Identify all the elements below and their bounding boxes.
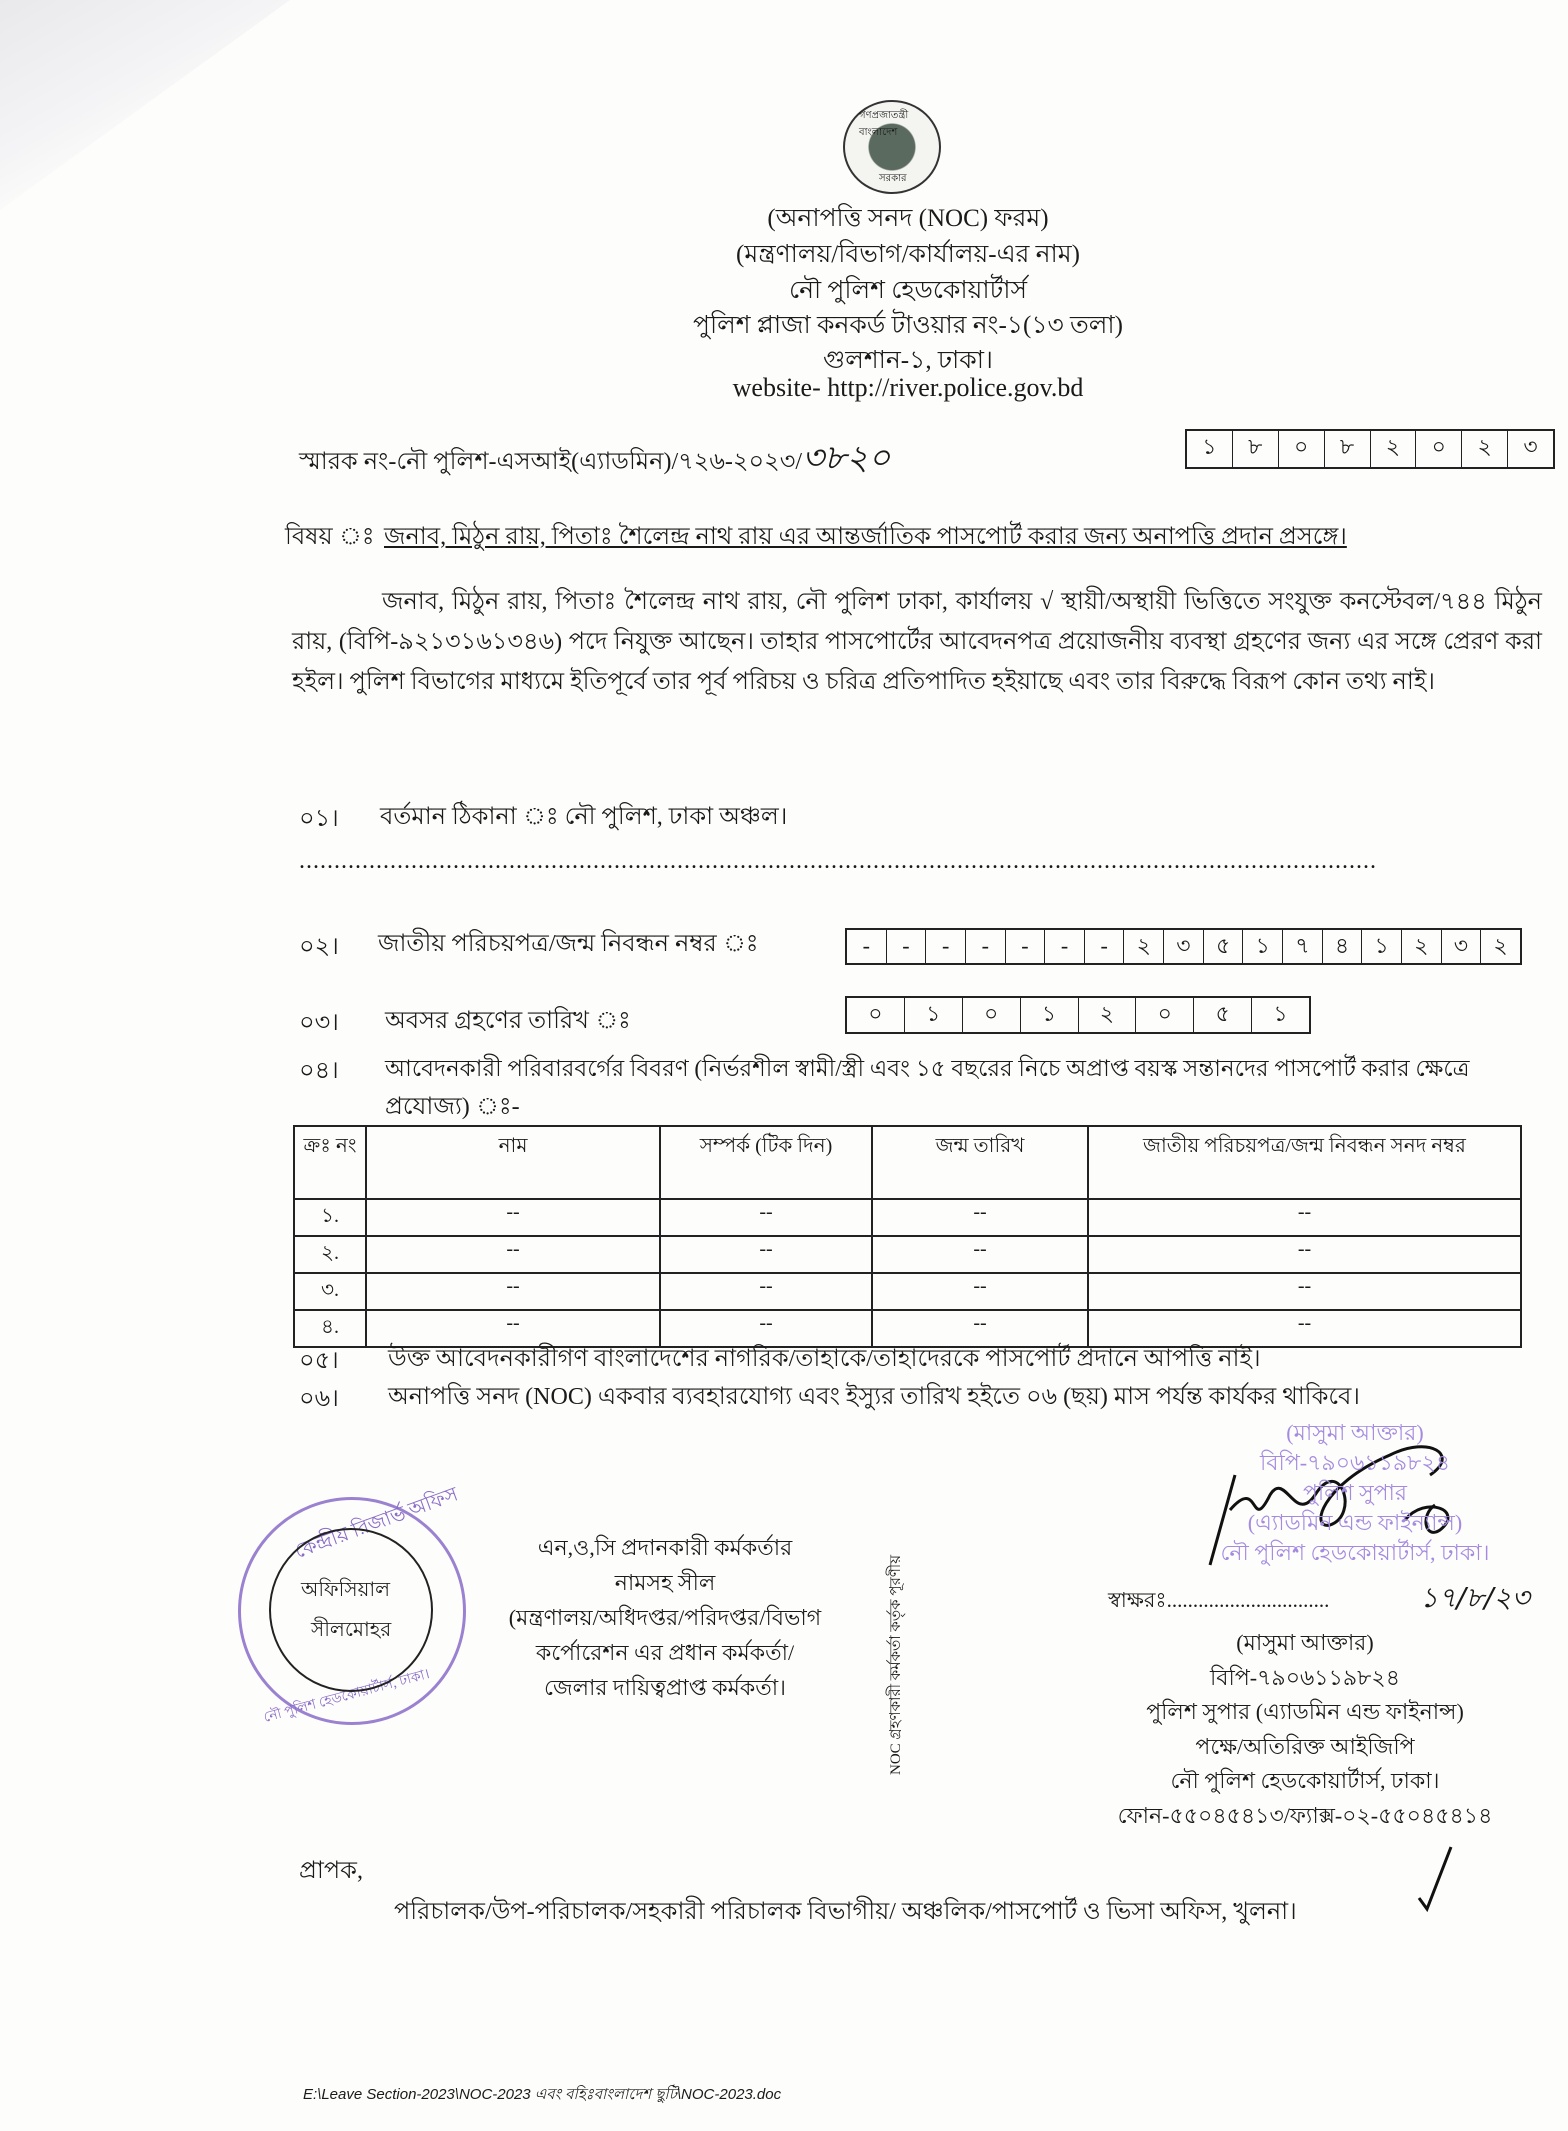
body-paragraph: জনাব, মিঠুন রায়, পিতাঃ শৈলেন্দ্র নাথ রায়, নৌ পুলিশ ঢাকা, কার্যালয় √ স্থায়ী/অস্থায়ী ভিত্তিতে সংযুক্ত কনস্টেবল/৭৪৪ মিঠুন রায়, (বিপি-৯২১৩১৬১৩৪৬) পদে নিযুক্ত আছেন। তাহার পাসপোর্টের আবেদনপত্র প্রয়োজনীয় ব্যবস্থা গ্রহণের জন্য এর সঙ্গে প্রেরণ করা হইল। পুলিশ বিভাগের মাধ্যমে ইতিপূর্বে তার পূর্ব পরিচয় ও চরিত্র প্রতিপাদিত হইয়াছে এবং তার বিরুদ্ধে বিরূপ কোন তথ্য নাই। (292, 589, 1542, 695)
signature-dots: ............................... (1166, 1588, 1330, 1612)
col-serial: ক্রঃ নং (294, 1126, 366, 1199)
table-cell: -- (366, 1273, 660, 1310)
item-01-text: বর্তমান ঠিকানা ঃ নৌ পুলিশ, ঢাকা অঞ্চল। (380, 804, 788, 830)
item-01-number: ০১। (299, 806, 339, 832)
issuer-note (480, 1530, 850, 1705)
subject-label: বিষয় ঃ (285, 524, 375, 550)
table-cell: -- (1088, 1236, 1521, 1273)
memo-date-boxes (1185, 429, 1555, 469)
date-digit-box: ৮ (1233, 431, 1279, 467)
item-05-text: উক্ত আবেদনকারীগণ বাংলাদেশের নাগরিক/তাহাকে/তাহাদেরকে পাসপোর্ট প্রদানে আপত্তি নাই। (388, 1346, 1261, 1372)
table-row (294, 1273, 1521, 1310)
retirement-digit-box: ১ (1273, 1001, 1288, 1026)
table-cell: -- (366, 1310, 660, 1347)
date-digit-box: ০ (1416, 431, 1462, 467)
retirement-date-boxes (845, 996, 1311, 1034)
table-cell: ৩. (294, 1273, 366, 1310)
table-row (294, 1236, 1521, 1273)
form-title: (অনাপত্তি সনদ (NOC) ফরম) (767, 205, 1049, 232)
retirement-digit-box: ২ (1079, 998, 1137, 1032)
col-name: নাম (366, 1126, 660, 1199)
item-02-number: ০২। (299, 934, 339, 960)
website: website- http://river.police.gov.bd (732, 373, 1084, 402)
retirement-digit-box: ০ (963, 998, 1021, 1032)
table-cell: ৪. (294, 1310, 366, 1347)
signature-label-text: স্বাক্ষরঃ (1108, 1588, 1167, 1612)
item-03-text: অবসর গ্রহণের তারিখ ঃ (385, 1008, 631, 1034)
date-digit-box: ২ (1371, 431, 1417, 467)
item-04-text: আবেদনকারী পরিবারবর্গের বিবরণ (নির্ভরশীল স্বামী/স্ত্রী এবং ১৫ বছরের নিচে অপ্রাপ্ত বয়স্ক সন্তানদের পাসপোর্ট করার ক্ষেত্রে (385, 1056, 1470, 1081)
handwritten-signature-date: ১৭/৮/২৩ (1420, 1581, 1530, 1614)
date-digit-box: ৩ (1523, 434, 1538, 459)
signatory-on-behalf: পক্ষে/অতিরিক্ত আইজিপি (1195, 1733, 1415, 1759)
signatory-contact: ফোন-৫৫০৪৫৪১৩/ফ্যাক্স-০২-৫৫০৪৫৪১৪ (1117, 1802, 1493, 1828)
signatory-name: (মাসুমা আক্তার) (1236, 1630, 1374, 1655)
table-cell: -- (366, 1199, 660, 1236)
table-cell: -- (872, 1199, 1088, 1236)
item-05-number: ০৫। (299, 1348, 339, 1374)
signatory-bp: বিপি-৭৯০৬১১৯৮২৪ (1210, 1664, 1400, 1690)
table-cell: -- (1088, 1199, 1521, 1236)
nid-digit-box: ৩ (1442, 930, 1482, 963)
dotted-line: .......................................................................................................................................................... (299, 848, 1377, 874)
nid-digit-box: ৭ (1283, 930, 1323, 963)
date-digit-box: ৮ (1325, 431, 1371, 467)
table-cell: -- (872, 1310, 1088, 1347)
nid-digit-box: ২ (1493, 933, 1508, 958)
table-cell: -- (1088, 1310, 1521, 1347)
nid-number-boxes (845, 928, 1522, 965)
nid-digit-box: - (887, 930, 927, 963)
table-cell: -- (660, 1199, 872, 1236)
retirement-digit-box: ০ (1136, 998, 1194, 1032)
table-cell: -- (660, 1236, 872, 1273)
nid-digit-box: ২ (1402, 930, 1442, 963)
table-cell: -- (660, 1273, 872, 1310)
vertical-note: NOC গ্রহণকারী কর্মকর্তা কর্তৃক পূরণীয় (888, 1554, 904, 1775)
nid-digit-box: ২ (1124, 930, 1164, 963)
issuer-note-line: নামসহ সীল (614, 1570, 716, 1595)
form-subtitle: (মন্ত্রণালয়/বিভাগ/কার্যালয়-এর নাম) (736, 241, 1080, 268)
recipient-label: প্রাপক, (299, 1858, 363, 1884)
col-nid: জাতীয় পরিচয়পত্র/জন্ম নিবন্ধন সনদ নম্বর (1088, 1126, 1521, 1199)
item-04-text-2: প্রযোজ্য) ঃ- (385, 1094, 520, 1120)
stamp-line: বিপি-৭৯০৬১১৯৮২৪ (1260, 1450, 1450, 1475)
recipient-text: পরিচালক/উপ-পরিচালক/সহকারী পরিচালক বিভাগীয়/ অঞ্চলিক/পাসপোর্ট ও ভিসা অফিস, খুলনা। (394, 1899, 1297, 1925)
nid-digit-box: ৫ (1204, 930, 1244, 963)
table-header-row (294, 1126, 1521, 1199)
subject-text: জনাব, মিঠুন রায়, পিতাঃ শৈলেন্দ্র নাথ রায় এর আন্তর্জাতিক পাসপোর্ট করার জন্য অনাপত্তি প্রদান প্রসঙ্গে। (384, 524, 1347, 550)
table-cell: -- (366, 1236, 660, 1273)
address-line-2: গুলশান-১, ঢাকা। (823, 347, 993, 374)
seal-bottom-text: সরকার (879, 173, 907, 184)
official-seal-stamp (238, 1483, 466, 1726)
signature-stamp (1150, 1418, 1560, 1568)
nid-digit-box: - (1085, 930, 1125, 963)
stamp-line: পুলিশ সুপার (1302, 1480, 1408, 1505)
item-02-text: জাতীয় পরিচয়পত্র/জন্ম নিবন্ধন নম্বর ঃ (378, 931, 759, 957)
col-birth-date: জন্ম তারিখ (872, 1126, 1088, 1199)
stamp-ring-top: কেন্দ্রীয় রিজার্ভ অফিস (291, 1483, 462, 1563)
nid-digit-box: ৪ (1323, 930, 1363, 963)
signatory-designation: পুলিশ সুপার (এ্যাডমিন এন্ড ফাইনান্স) (1146, 1699, 1464, 1724)
date-digit-box: ০ (1279, 431, 1325, 467)
table-cell: -- (872, 1273, 1088, 1310)
nid-digit-box: ৩ (1164, 930, 1204, 963)
stamp-line: (মাসুমা আক্তার) (1286, 1420, 1424, 1445)
issuer-note-line: জেলার দায়িত্বপ্রাপ্ত কর্মকর্তা। (544, 1675, 786, 1700)
table-cell: -- (660, 1310, 872, 1347)
date-digit-box: ১ (1187, 431, 1233, 467)
stamp-ring-bottom: নৌ পুলিশ হেডকোয়ার্টার্স, ঢাকা। (262, 1667, 432, 1726)
address-line-1: পুলিশ প্লাজা কনকর্ড টাওয়ার নং-১(১৩ তলা) (692, 312, 1124, 339)
tick-mark-icon (1415, 1843, 1455, 1913)
stamp-line: (এ্যাডমিন এন্ড ফাইন্যান্স) (1247, 1510, 1463, 1535)
item-04-number: ০৪। (299, 1058, 339, 1084)
item-06-text: অনাপত্তি সনদ (NOC) একবার ব্যবহারযোগ্য এবং ইস্যুর তারিখ হইতে ০৬ (ছয়) মাস পর্যন্ত কার্যকর থাকিবে। (388, 1384, 1360, 1410)
stamp-line: নৌ পুলিশ হেডকোয়ার্টার্স, ঢাকা। (1220, 1540, 1490, 1565)
government-seal (843, 100, 941, 194)
family-details-table (293, 1125, 1522, 1348)
nid-digit-box: - (847, 930, 887, 963)
retirement-digit-box: ০ (847, 998, 905, 1032)
memo-number (299, 432, 890, 489)
item-03-number: ০৩। (299, 1010, 339, 1036)
memo-number-text: স্মারক নং-নৌ পুলিশ-এসআই(এ্যাডমিন)/৭২৬-২০২৩/ (299, 449, 803, 475)
paper-fold (0, 0, 300, 220)
table-cell: ২. (294, 1236, 366, 1273)
office-name: নৌ পুলিশ হেডকোয়ার্টার্স (788, 277, 1028, 304)
stamp-center-2: সীলমোহর (311, 1619, 392, 1641)
col-relation: সম্পর্ক (টিক দিন) (660, 1126, 872, 1199)
retirement-digit-box: ১ (905, 998, 963, 1032)
stamp-center-1: অফিসিয়াল (301, 1579, 391, 1601)
table-cell: -- (1088, 1273, 1521, 1310)
signatory-block (1060, 1626, 1550, 1833)
seal-top-text: গণপ্রজাতন্ত্রী বাংলাদেশ (859, 110, 909, 138)
date-digit-box: ২ (1462, 431, 1508, 467)
signatory-office: নৌ পুলিশ হেডকোয়ার্টার্স, ঢাকা। (1170, 1768, 1440, 1793)
issuer-note-line: এন,ও,সি প্রদানকারী কর্মকর্তার (537, 1535, 793, 1560)
footer-file-path: E:\Leave Section-2023\NOC-2023 এবং বহিঃবাংলাদেশ ছুটি\NOC-2023.doc (303, 2086, 782, 2103)
nid-digit-box: - (926, 930, 966, 963)
table-cell: -- (872, 1236, 1088, 1273)
issuer-note-line: কর্পোরেশন এর প্রধান কর্মকর্তা/ (535, 1640, 795, 1665)
nid-digit-box: ১ (1243, 930, 1283, 963)
nid-digit-box: ১ (1362, 930, 1402, 963)
item-06-number: ০৬। (299, 1386, 339, 1412)
stamp-inner-circle (269, 1528, 433, 1692)
nid-digit-box: - (966, 930, 1006, 963)
retirement-digit-box: ৫ (1194, 998, 1252, 1032)
memo-handwritten-number: ৩৮২০ (802, 438, 891, 478)
signature-label (1108, 1584, 1329, 1619)
table-row (294, 1199, 1521, 1236)
issuer-note-line: (মন্ত্রণালয়/অধিদপ্তর/পরিদপ্তর/বিভাগ (508, 1605, 822, 1630)
nid-digit-box: - (1006, 930, 1046, 963)
table-cell: ১. (294, 1199, 366, 1236)
retirement-digit-box: ১ (1021, 998, 1079, 1032)
nid-digit-box: - (1045, 930, 1085, 963)
